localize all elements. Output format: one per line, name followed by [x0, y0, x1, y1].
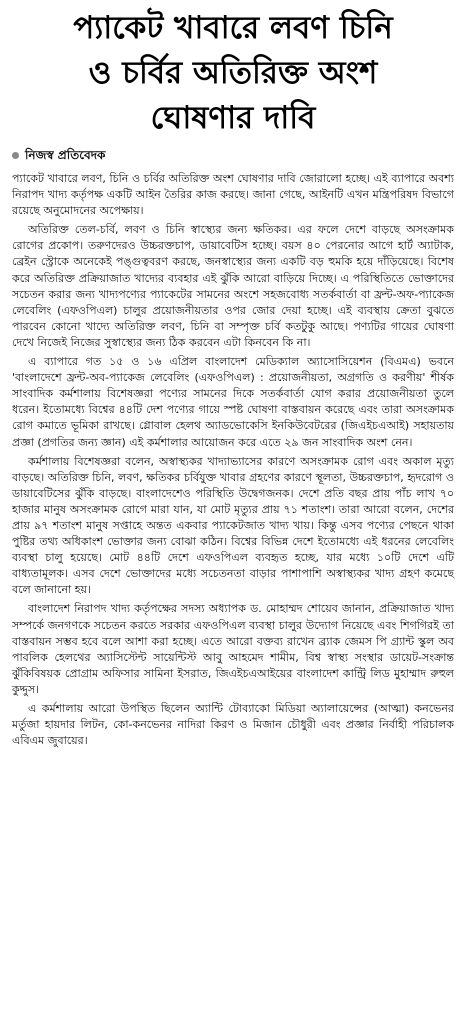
paragraph-3: এ ব্যাপারে গত ১৫ ও ১৬ এপ্রিল বাংলাদেশ মেডিক্যাল অ্যাসোসিয়েশন (বিএমএ) ভবনে 'বাংলাদেশে ফ্রন্ট-অব-প্যাকেজ লেবেলিং (এফওপিএল) : প্রয়োজনীয়তা, অগ্রগতি ও করণীয়' শীর্ষক সাংবাদিক কর্মশালায় বিশেষজ্ঞরা পণ্যের সামনের দিকে সতর্কবার্তা যোগ করার প্রয়োজনীয়তা তুলে ধরেন। ইতোমধ্যে বিশ্বের ৪৪টি দেশ পণ্যের গায়ে স্পষ্ট ঘোষণা বাস্তবায়ন করেছে এবং তারা অসংক্রামক রোগ কমাতে ভূমিকা রাখছে। গ্লোবাল হেলথ অ্যাডভোকেসি ইনকিউবেটরের (জিএইচএআই) সহায়তায় প্রজ্ঞা (প্রগতির জন্য জ্ঞান) এই কর্মশালার আয়োজন করে এতে ২৯ জন সাংবাদিক অংশ নেন।: [12, 355, 454, 449]
paragraph-6: এ কর্মশালায় আরো উপস্থিত ছিলেন অ্যান্টি টোব্যাকো মিডিয়া অ্যালায়েন্সের (আত্মা) কনভেনর মর্তুজা হায়দার লিটন, কো-কনভেনর নাদিরা কিরণ ও মিজান চৌধুরী এবং প্রজ্ঞার নির্বাহী পরিচালক এবিএম জুবায়ের।: [12, 702, 454, 748]
paragraph-2: অতিরিক্ত তেল-চর্বি, লবণ ও চিনি স্বাস্থ্যের জন্য ক্ষতিকর। এর ফলে দেশে বাড়ছে অসংক্রামক রোগের প্রকোপ। তরুণদেরও উচ্চরক্তচাপ, ডায়াবেটিস হচ্ছে। বয়স ৪০ পেরনোর আগে হার্ট অ্যাটাক, ব্রেইন স্ট্রোকে অনেকেই পঙ্গুত্ববরণ করছে, জনস্বাস্থ্যের জন্য একটি বড় হুমকি হয়ে দাঁড়িয়েছে। বিশেষ করে অতিরিক্ত প্রক্রিয়াজাত খাদ্যের ব্যবহার এই ঝুঁকি আরো বাড়িয়ে দিচ্ছে। এ পরিস্থিতিতে ভোক্তাদের সচেতন করার জন্য খাদ্যপণ্যের প্যাকেটের সামনের অংশে সহজবোধ্য সতর্কবার্তা বা ফ্রন্ট-অফ-প্যাকেজ লেবেলিং (এফওপিএল) চালুর প্রয়োজনীয়তার ওপর জোর দেয়া হচ্ছে। এই ব্যবস্থায় ক্রেতা বুঝতে পারবেন কোনো খাদ্যে অতিরিক্ত লবণ, চিনি বা সম্পৃক্ত চর্বি কতটুকু আছে। পণ্যটির গায়ের ঘোষণা দেখে নিজেই নিজের সুস্বাস্থ্যের জন্য ঠিক করবেন এটা কিনবেন কি না।: [12, 223, 454, 349]
article-headline: [12, 0, 454, 141]
byline: [12, 147, 454, 163]
headline-line-1: প্যাকেট খাবারে লবণ চিনি: [73, 10, 393, 46]
paragraph-4: কর্মশালায় বিশেষজ্ঞরা বলেন, অস্বাস্থ্যকর খাদ্যাভ্যাসের কারণে অসংক্রামক রোগ এবং অকাল মৃত্যু বাড়ছে। অতিরিক্ত চিনি, লবণ, ক্ষতিকর চর্বিযুক্ত খাবার গ্রহণের কারণে স্থূলতা, উচ্চরক্তচাপ, হৃদরোগ ও ডায়াবেটিসের ঝুঁকি বাড়ছে। বাংলাদেশেও পরিস্থিতি উদ্বেগজনক। দেশে প্রতি বছর প্রায় পাঁচ লাখ ৭০ হাজার মানুষ অসংক্রামক রোগে মারা যান, যা মোট মৃত্যুর প্রায় ৭১ শতাংশ। তারা আরো বলেন, দেশের প্রায় ৯৭ শতাংশ মানুষ সপ্তাহে অন্তত একবার প্যাকেটজাত খাদ্য খায়। কিন্তু এসব পণ্যের পেছনে থাকা পুষ্টির তথ্য অধিকাংশ ভোক্তার জন্য বোঝা কঠিন। বিশ্বের বিভিন্ন দেশে ইতোমধ্যে এই ধরনের লেবেলিং ব্যবস্থা চালু হয়েছে। মোট ৪৪টি দেশে এফওপিএল ব্যবহৃত হচ্ছে, যার মধ্যে ১০টি দেশে এটি বাধ্যতামূলক। এসব দেশে ভোক্তাদের মধ্যে সচেতনতা বাড়ার পাশাপাশি অস্বাস্থ্যকর খাদ্য গ্রহণ কমেছে বলে জানানো হয়।: [12, 454, 454, 597]
article-body: [12, 171, 454, 749]
headline-line-3: ঘোষণার দাবি: [150, 100, 316, 136]
byline-text: নিজস্ব প্রতিবেদক: [25, 148, 106, 162]
bullet-icon: [12, 152, 19, 159]
headline-line-2: ও চর্বির অতিরিক্ত অংশ: [88, 55, 378, 91]
paragraph-1: প্যাকেট খাবারে লবণ, চিনি ও চর্বির অতিরিক্ত অংশ ঘোষণার দাবি জোরালো হচ্ছে। এই ব্যাপারে অবশ্য নিরাপদ খাদ্য কর্তৃপক্ষ একটি আইন তৈরির কাজ করছে। জানা গেছে, আইনটি এখন মন্ত্রিপরিষদ বিভাগে রয়েছে অনুমোদনের অপেক্ষায়।: [12, 172, 454, 218]
paragraph-5: বাংলাদেশ নিরাপদ খাদ্য কর্তৃপক্ষের সদস্য অধ্যাপক ড. মোহাম্মদ শোয়েব জানান, প্রক্রিয়াজাত খাদ্য সম্পর্কে জনগণকে সচেতন করতে সরকার এফওপিএল ব্যবস্থা চালুর উদ্যোগ নিয়েছে এবং শিগগিরই তা বাস্তবায়ন সম্ভব হবে বলে আশা করা হচ্ছে। এতে আরো বক্তব্য রাখেন ব্র্যাক জেমস পি গ্র্যান্ট স্কুল অব পাবলিক হেলথের অ্যাসিস্টেন্ট সায়েন্টিস্ট আবু আহমেদ শামীম, বিশ্ব স্বাস্থ্য সংস্থার ডায়েট-সংক্রান্ত ঝুঁকিবিষয়ক প্রোগ্রাম অফিসার সামিনা ইসরাত, জিএইচএআইয়ের বাংলাদেশ কান্ট্রি লিড মুহাম্মাদ রুহুল কুদ্দুস।: [12, 602, 454, 696]
